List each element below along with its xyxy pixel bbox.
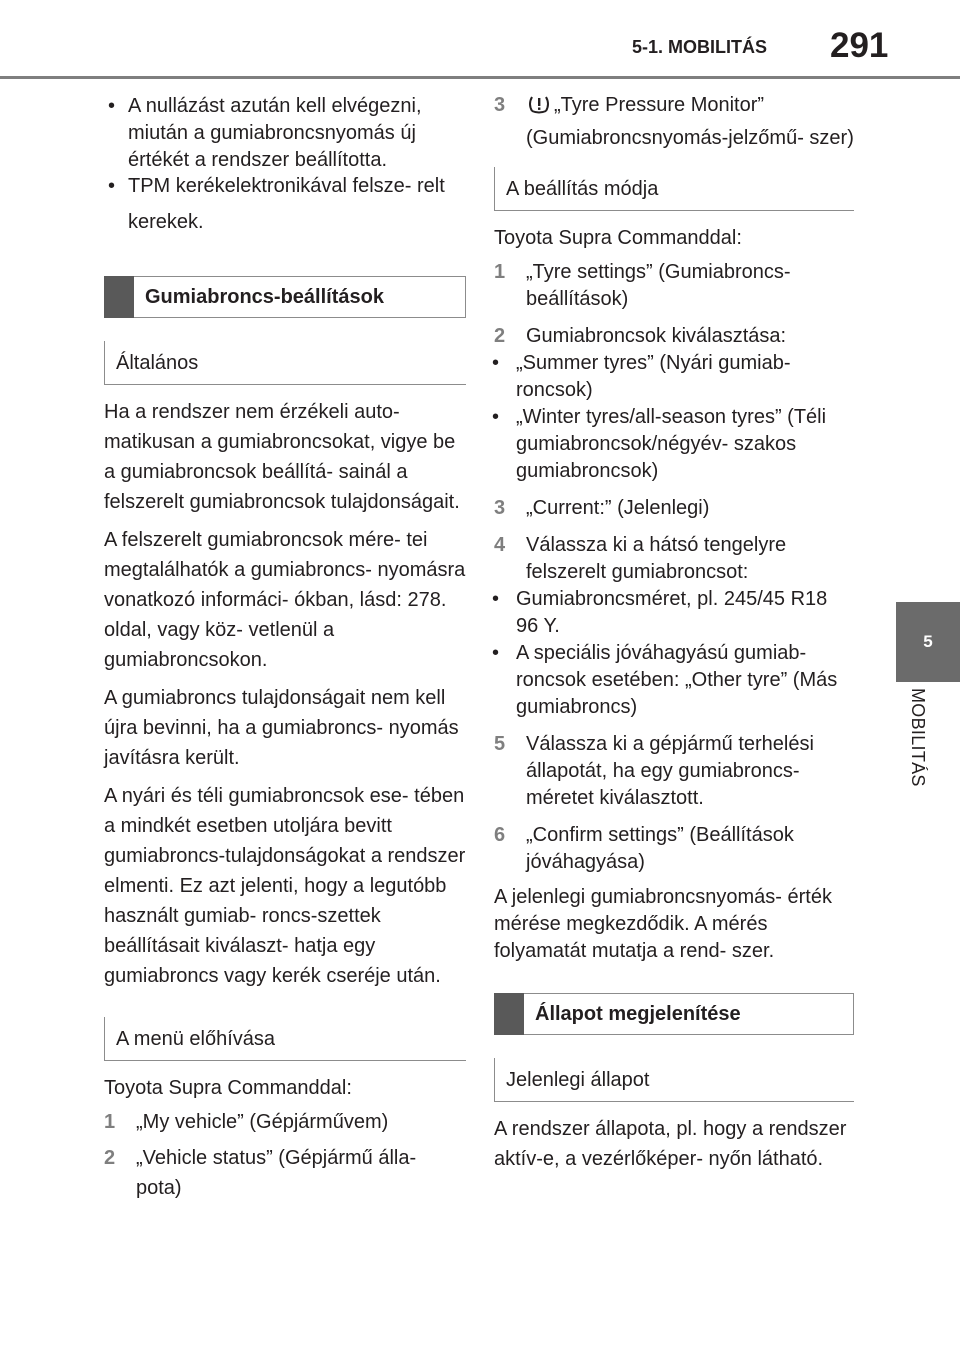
section-title: 5-1. MOBILITÁS [632,37,768,57]
subheading-box [104,341,466,385]
step-item [494,822,854,876]
header-rule [0,76,960,79]
step-item [494,532,854,586]
section-heading: Gumiabroncs-beállítások [145,285,384,308]
paragraph: A nyári és téli gumiabroncsok ese- tében a mindkét esetben utoljára bevitt gumiabroncs-tulajdonságokat a rendszer elmenti. Ez azt jelenti, hogy a legutóbb használt gumiab- roncs-szettek beállításait kiválaszt- hatja egy gumiabroncs vagy kerék cseréje után. [104,785,466,987]
subheading-box [494,167,854,211]
list-item: • „Summer tyres” (Nyári gumiab- roncsok) [488,350,854,404]
step-text: „My vehicle” (Gépjárművem) [136,1111,389,1133]
right-column [494,86,854,1174]
tyre-warning-icon [526,93,552,123]
chapter-number: 5 [923,632,933,651]
step-number: 6 [494,824,506,846]
paragraph: A jelenlegi gumiabroncsnyomás- érték mérése megkezdődik. A mérés folyamatát mutatja a rend- szer. [494,886,832,962]
step-number: 3 [494,94,506,116]
paragraph: A rendszer állapota, pl. hogy a rendszer aktív-e, a vezérlőképer- nyőn látható. [494,1118,847,1170]
subheading-box [104,1017,466,1061]
list-item: • TPM kerékelektronikával felsze- relt kerekek. [104,168,466,240]
step-number: 3 [494,497,506,519]
list-item: • „Winter tyres/all-season tyres” (Téli gumiabroncsok/négyév- szakos gumiabroncsok) [488,404,854,485]
step-item [494,259,854,313]
step-item [104,1107,466,1137]
subheading: Jelenlegi állapot [506,1068,650,1091]
subheading: A beállítás módja [506,177,659,200]
step-number: 2 [104,1147,116,1169]
tyre-size-list [488,586,854,721]
step-text: Válassza ki a hátsó tengelyre felszerelt gumiabroncsot: [526,534,787,583]
commander-intro: Toyota Supra Commanddal: [104,1077,352,1099]
section-heading-box [494,993,854,1035]
step-text: „Tyre Pressure Monitor” (Gumiabroncsnyomás-jelzőmű- szer) [526,94,854,149]
chapter-side-text: MOBILITÁS [908,688,928,787]
step-number: 4 [494,534,506,556]
section-heading: Állapot megjelenítése [535,1002,741,1025]
paragraph: A felszerelt gumiabroncsok mére- tei megtalálhatók a gumiabroncs- nyomásra vonatkozó informáci- ókban, lásd: 278. oldal, vagy köz- vetlenül a gumiabroncsokon. [104,529,466,671]
step-number: 1 [104,1111,116,1133]
step-text: „Vehicle status” (Gépjármű álla- pota) [136,1147,417,1199]
list-item: • A nullázást azután kell elvégezni, miután a gumiabroncsnyomás új értékét a rendszer beállította. [104,93,466,174]
step-number: 5 [494,733,506,755]
step-item [494,90,854,153]
step-item [494,495,854,522]
commander-intro: Toyota Supra Commanddal: [494,227,742,249]
heading-bar [494,993,524,1035]
section-heading-box [104,276,466,318]
left-column [104,86,466,1203]
subheading: Általános [116,351,199,374]
list-item: • Gumiabroncsméret, pl. 245/45 R18 96 Y. [488,586,854,640]
paragraph: A gumiabroncs tulajdonságait nem kell újra bevinni, ha a gumiabroncs- nyomás javításra került. [104,687,459,769]
page-number: 291 [830,26,889,65]
step-text: „Confirm settings” (Beállítások jóváhagyása) [526,824,794,873]
heading-bar [104,276,134,318]
chapter-tab [896,602,960,682]
subheading-box [494,1058,854,1102]
step-number: 1 [494,261,506,283]
step-text: „Current:” (Jelenlegi) [526,497,710,519]
chapter-side-label [900,688,956,848]
step-number: 2 [494,325,506,347]
tyre-type-list [488,350,854,485]
step-item [494,731,854,812]
step-item [104,1143,466,1203]
step-text: „Tyre settings” (Gumiabroncs- beállítások) [526,261,791,310]
list-item: • A speciális jóváhagyású gumiab- roncsok esetében: „Other tyre” (Más gumiabroncs) [488,640,854,721]
step-text: Gumiabroncsok kiválasztása: [526,325,787,347]
subheading: A menü előhívása [116,1027,275,1050]
intro-bullet-list [104,93,466,240]
step-item [494,323,854,350]
paragraph: Ha a rendszer nem érzékeli auto- matikusan a gumiabroncsokat, vigye be a gumiabroncsok beállítá- sainál a felszerelt gumiabroncsok tulajdonságait. [104,401,460,513]
step-text: Válassza ki a gépjármű terhelési állapotát, ha egy gumiabroncs- méretet kiválasztott. [526,733,814,809]
